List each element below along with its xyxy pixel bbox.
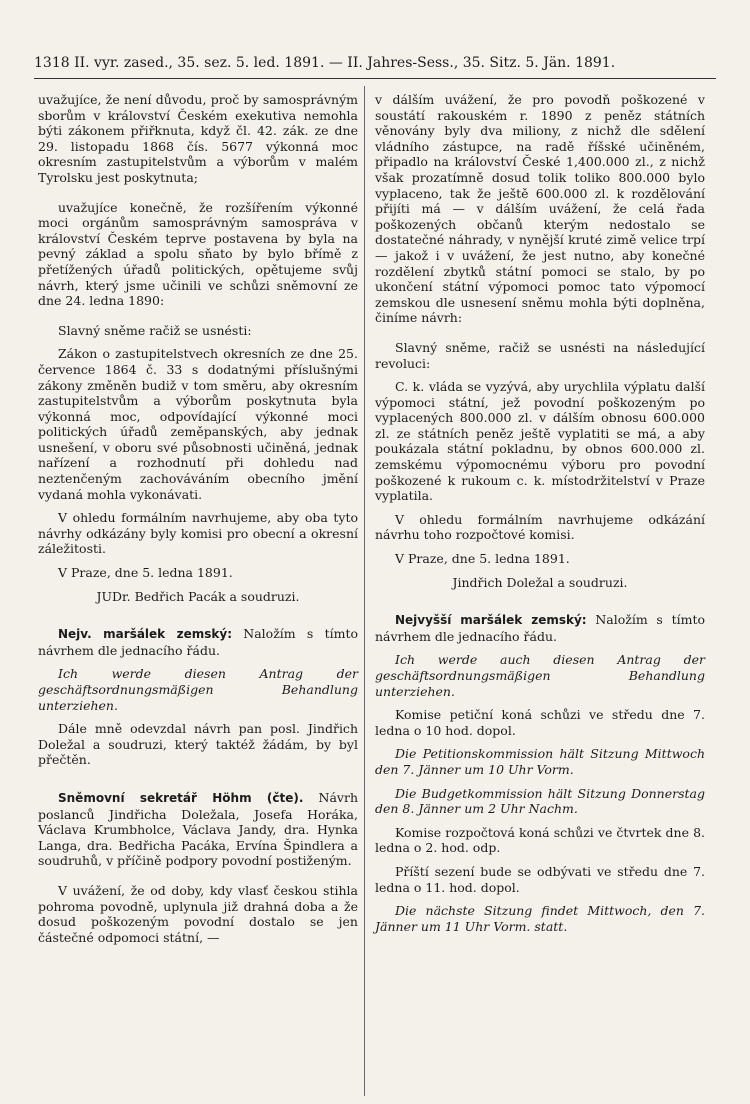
paragraph: uvažujíce, že není důvodu, proč by samosprávným sborům v království Českém exekutiva nemohla býti zákonem přiřknuta, když čl. 42. zák. ze dne 29. listopadu 1868 čís. 5677 výkonná moc okresním zastupitelstvům a výborům v malém Tyrolsku jest poskytnuta;	[38, 92, 358, 185]
paragraph: v dálším uvážení, že pro povodň poškozené v soustátí rakouském r. 1890 z peněz státních věnovány byly dva miliony, z nichž dle sdělení vládního zástupce, na radě říšské učiněném, připadlo na království České 1,400.000 zl., z nichž však prozatímně dosud tolik toliko 800.000 bylo vyplaceno, tak že ještě 600.000 zl. k rozdělování přijíti má — v dálším uvážení, že celá řada poškozených občanů kterým nedostalo se dostatečné náhrady, v nynější kruté zimě velice trpí — jakož i v uvážení, že jest nutno, aby konečné rozdělení zbytků státní pomoci se stalo, by po ukončení státní výpomoci pomoc tato výpomocí zemskou dle usnesení sněmu mohla býti doplněna, činíme návrh:	[375, 92, 705, 326]
page-header: 1318 II. vyr. zased., 35. sez. 5. led. 1891. — II. Jahres-Sess., 35. Sitz. 5. Jän. 1891.	[34, 55, 616, 71]
date-line: V Praze, dne 5. ledna 1891.	[395, 551, 570, 567]
paragraph-german: Die nächste Sitzung findet Mittwoch, den 7. Jänner um 11 Uhr Vorm. statt.	[375, 903, 705, 934]
paragraph: Slavný sněme račiž se usnésti:	[58, 322, 252, 338]
paragraph	[38, 626, 358, 658]
paragraph: C. k. vláda se vyzývá, aby urychlila výplatu další výpomoci státní, jež povodní poškozeným po vyplacených 800.000 zl. v dálším obnosu 600.000 zl. ze státních peněz ještě vyplatiti se má, a aby poukázala státní pokladnu, by obnos 600.000 zl. zemskému výpomocnému výboru pro povodní poškozené k rukoum c. k. místodržitelství v Praze vyplatila.	[375, 379, 705, 504]
paragraph: V ohledu formálním navrhujeme, aby oba tyto návrhy odkázány byly komisi pro obecní a okresní záležitosti.	[38, 510, 358, 557]
paragraph	[38, 790, 358, 869]
paragraph: Komise rozpočtová koná schůzi ve čtvrtek dne 8. ledna o 2. hod. odp.	[375, 824, 705, 856]
paragraph-german: Ich werde auch diesen Antrag der geschäftsordnungsmäßigen Behandlung unterziehen.	[375, 652, 705, 699]
paragraph: uvažujíce konečně, že rozšířením výkonné moci orgánům samosprávným samospráva v království Českém teprve postavena by byla na pevný základ a spolu sňato by bylo břímě z přetížených úřadů politických, opětujeme svůj návrh, který jsme učinili ve schůzi sněmovní ze dne 24. ledna 1890:	[38, 199, 358, 309]
left-column	[38, 92, 358, 953]
paragraph: Zákon o zastupitelstvech okresních ze dne 25. července 1864 č. 33 s dodatnými příslušnými zákony změněn budiž v tom směru, aby okresním zastupitelstvům a výborům poskytnuta byla výkonná moc, odpovídající výkonné moci politických úřadů zeměpanských, aby jednak usnešení, v oboru své působnosti učiněná, jednak nařízení a rozhodnutí při dohledu nad neztenčeným zachováváním obecního jmění vydaná mohla vykonávati.	[38, 346, 358, 502]
date-line: V Praze, dne 5. ledna 1891.	[58, 565, 233, 581]
speaker-name: Nejvyšší maršálek zemský:	[395, 613, 587, 628]
paragraph: Slavný sněme, račiž se usnésti na následující revoluci:	[375, 339, 705, 371]
paragraph: Komise petiční koná schůzi ve středu dne 7. ledna o 10 hod. dopol.	[375, 707, 705, 738]
signature-line: Jindřich Doležal a soudruzi.	[452, 574, 628, 590]
speech-text: Návrh poslanců Jindřicha Doležala, Josefa Horáka, Václava Krumbholce, Václava Jandy, dra. Hynka Langa, dra. Bedřicha Pacáka, Ervína Špindlera a soudruhů, v příčině podpory povodní postiženým.	[38, 789, 358, 869]
paragraph: V ohledu formálním navrhujeme odkázání návrhu toho rozpočtové komisi.	[375, 511, 705, 543]
header-rule	[34, 78, 716, 79]
paragraph: V uvážení, že od doby, kdy vlasť českou stihla pohroma povodně, uplynula již drahná doba a že dosud poškozeným povodní dostalo se jen částečné odpomoci státní, —	[38, 882, 358, 945]
right-column	[375, 92, 705, 942]
speaker-name: Sněmovní sekretář Höhm (čte).	[58, 790, 304, 805]
speaker-name: Nejv. maršálek zemský:	[58, 627, 233, 642]
column-divider	[364, 86, 365, 1096]
paragraph-german: Die Petitionskommission hält Sitzung Mittwoch den 7. Jänner um 10 Uhr Vorm.	[375, 746, 705, 777]
speech-text: Naložím s tímto návrhem dle jednacího řádu.	[375, 612, 705, 644]
paragraph-german: Ich werde diesen Antrag der geschäftsordnungsmäßigen Behandlung unterziehen.	[38, 666, 358, 713]
speech-text: Naložím s tímto návrhem dle jednacího řádu.	[38, 626, 359, 658]
paragraph	[375, 612, 705, 644]
paragraph-german: Die Budgetkommission hält Sitzung Donnerstag den 8. Jänner um 2 Uhr Nachm.	[375, 785, 705, 817]
signature-line: JUDr. Bedřich Pacák a soudruzi.	[96, 588, 300, 604]
paragraph: Příští sezení bude se odbývati ve středu dne 7. ledna o 11. hod. dopol.	[375, 863, 705, 895]
paragraph: Dále mně odevzdal návrh pan posl. Jindřich Doležal a soudruzi, který taktéž žádám, by byl přečtěn.	[38, 721, 358, 768]
